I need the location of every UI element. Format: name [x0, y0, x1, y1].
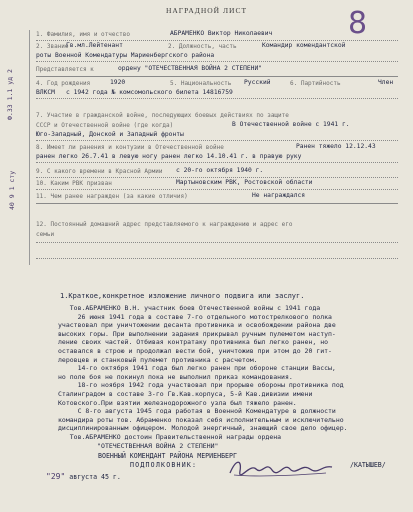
field-label-position: 2. Должность, часть: [168, 43, 237, 50]
field-label-conscripted: 10. Каким РВК призван: [36, 180, 112, 187]
field-value-name: АБРАМЕНКО Виктор Николаевич: [170, 30, 273, 37]
sheet-title: НАГРАДНОЙ ЛИСТ: [165, 6, 248, 15]
field-value-nationality: Русский: [244, 79, 271, 86]
field-label-home-address: 12. Постоянный домашний адрес представляемого к награждению и адрес его: [36, 221, 293, 228]
divider: [36, 76, 398, 77]
feat-line: оставался в строю и продолжал вести бой, уничтожив при этом до 20 гит-: [58, 347, 332, 355]
handwritten-signature: [226, 457, 336, 479]
field-value-wounds: Ранен тяжело 12.12.43: [296, 143, 376, 150]
field-value-fronts: Юго-Западный, Донской и Западный фронты: [36, 131, 184, 138]
feat-line: но поле боя не покинул пока не выполнил приказ командования.: [58, 372, 293, 381]
feat-line: Тов.АБРАМЕНКО достоин Правительственной награды ордена: [58, 433, 282, 441]
field-value-nominated: ордену "ОТЕЧЕСТВЕННАЯ ВОЙНА 2 СТЕПЕНИ": [118, 65, 263, 72]
feat-section-heading: 1.Краткое,конкретное изложение личного подвига или заслуг.: [60, 292, 305, 300]
field-value-position-cont: роты Военной Комендатуры Мариенбергского района: [36, 52, 215, 59]
field-label-birth-year: 4. Год рождения: [36, 80, 91, 87]
field-value-party: Член: [378, 79, 394, 86]
feat-line: ление своих частей. Отбивая контратаку противника был легко ранен, но: [58, 338, 329, 347]
divider: [36, 203, 398, 204]
divider: [36, 98, 398, 99]
field-label-previous-awards: 11. Чем ранее награжден (за какие отличия): [36, 193, 188, 200]
field-label-nominated: Представляется к: [36, 66, 94, 73]
feat-line: леровцев и станковый пулемет противника с расчетом.: [58, 355, 258, 364]
divider: [36, 258, 398, 259]
field-label-nationality: 5. Национальность: [170, 80, 232, 87]
feat-line: Сталинградом в составе 3-го Гв.Кав.корпуса, 5-й Кав.дивизии имени: [58, 390, 313, 398]
signatory-name: /КАТЫШЕВ/: [350, 461, 386, 469]
feat-line: Тов.АБРАМЕНКО В.Н. участник боев Отечественной войны с 1941 года: [58, 304, 321, 312]
feat-line: "ОТЕЧЕСТВЕННАЯ ВОЙНА 2 СТЕПЕНИ": [58, 441, 219, 450]
date-day: "29": [46, 472, 66, 481]
sign-date: [46, 472, 121, 481]
field-value-birth-year: 1920: [110, 79, 126, 86]
field-label-service-since: 9. С какого времени в Красной Армии: [36, 168, 163, 175]
signatory-rank: ПОДПОЛКОВНИК:: [130, 461, 198, 469]
feat-line: командира роты тов. Абраменко показал себя исполнительным и исключительно: [58, 415, 344, 424]
field-label-komsomol: ВЛКСМ: [36, 89, 55, 96]
archive-number-mark: 8: [348, 6, 368, 41]
signatory-position: ВОЕННЫЙ КОМЕНДАНТ РАЙОНА МЕРИЕНБЕРГ: [98, 452, 237, 460]
feat-line: дисциплинированным офицером. Молодой энергичный, знающий свое дело офицер.: [58, 424, 348, 433]
field-value-komsomol: с 1942 года № комсомольского билета 14816759: [66, 89, 233, 96]
field-value-service-since: с 20-го октября 1940 г.: [176, 167, 264, 174]
divider: [36, 40, 398, 41]
feat-line: участвовал при уничтожении десанта противника и освобождении района две: [58, 321, 336, 330]
field-label-name: 1. Фамилия, имя и отчество: [36, 31, 130, 38]
feat-line: 18-го ноября 1942 года участвовал при прорыве обороны противника под: [58, 381, 344, 390]
feat-line: Котовского.При взятии железнодорожного узла был тяжело ранен.: [58, 398, 297, 407]
feat-line: 14-го октября 1941 года был легко ранен при обороне станции Вассы,: [58, 364, 336, 373]
divider: [36, 177, 398, 178]
divider: [36, 242, 398, 243]
feat-line: С 8-го августа 1945 года работая в Военной Комендатуре в должности: [58, 407, 336, 416]
margin-note-middle: 40 9 1 сту: [8, 170, 16, 210]
field-value-wounds-cont: ранен легко 26.7.41 в левую ногу ранен легко 14.10.41 г. в правую руку: [36, 153, 302, 160]
field-label-party: 6. Партийность: [290, 80, 341, 87]
field-label-family: семьи: [36, 231, 55, 238]
feat-line: высоких горы. При выполнении задания прикрывал ручным пулеметом наступ-: [58, 329, 336, 338]
field-label-wounds: 8. Имеет ли ранения и контузии в Отечественной войне: [36, 144, 224, 151]
field-value-conscripted: Мартыновским РВК, Ростовской области: [176, 179, 313, 186]
date-rest: августа 45 г.: [69, 473, 121, 481]
field-label-rank: 2. Звание: [36, 43, 69, 50]
divider: [36, 189, 398, 190]
field-value-position: Командир комендантской: [262, 42, 346, 49]
divider: [36, 162, 398, 163]
feat-line: 26 июня 1941 года в составе 7-го отдельного мотострелкового полка: [58, 312, 332, 321]
left-margin-rule: [29, 30, 30, 265]
field-value-rank: Гв.мл.Лейтенант: [66, 42, 123, 49]
field-value-previous-awards: Не награждался: [252, 192, 306, 199]
field-label-war-where: СССР и Отечественной войне (где когда): [36, 122, 174, 129]
divider: [36, 61, 398, 62]
divider: [36, 140, 398, 141]
margin-note-top: Ф.33 1.1 уд 2: [6, 69, 14, 120]
field-value-war-participation: В Отечественной войне с 1941 г.: [232, 121, 350, 128]
field-label-war-participation: 7. Участие в гражданской войне, последующих боевых действиях по защите: [36, 112, 289, 119]
